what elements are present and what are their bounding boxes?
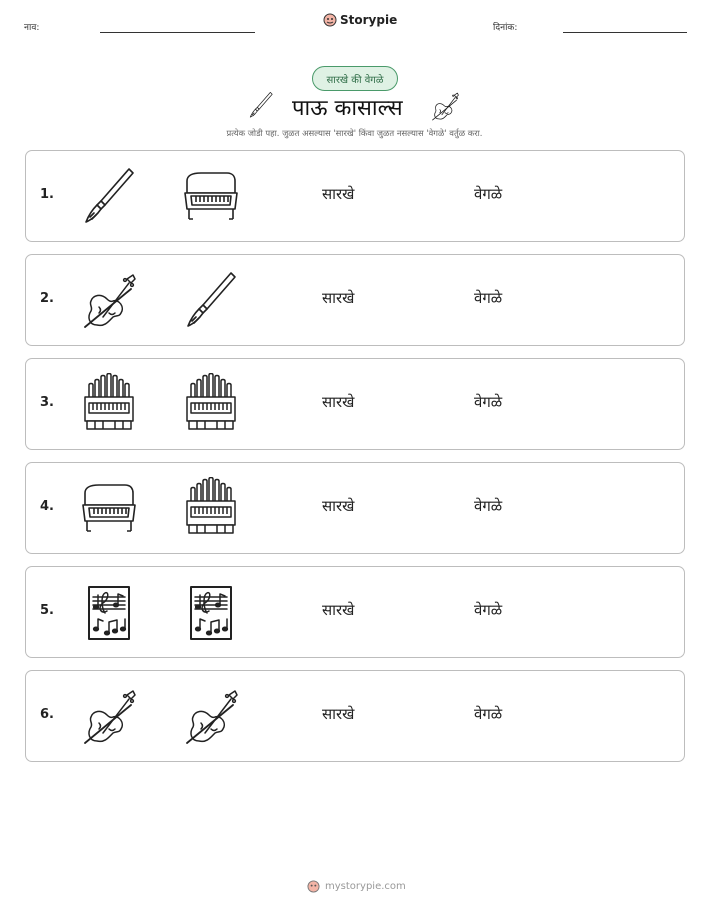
option-same[interactable]: सारखे [322,393,355,411]
sheet-music-icon [79,581,139,643]
question-number: 1. [40,187,54,202]
question-row [25,566,685,658]
footer-url[interactable]: mystorypie.com [325,881,406,892]
violin-icon [181,685,241,747]
violin-icon [79,685,139,747]
piano-icon [79,477,139,539]
page-title: पाऊ कासाल्स [292,96,403,121]
footer [307,880,406,893]
paintbrush-icon [247,90,275,120]
option-different[interactable]: वेगळे [474,185,503,203]
violin-icon [429,90,461,122]
date-label: दिनांक: [493,23,518,33]
option-different[interactable]: वेगळे [474,705,503,723]
piano-icon [181,165,241,227]
instructions: प्रत्येक जोडी पहा. जुळत असल्यास 'सारखे' किंवा जुळत नसल्यास 'वेगळे' वर्तुळ करा. [226,128,483,138]
option-different[interactable]: वेगळे [474,497,503,515]
question-row [25,150,685,242]
option-same[interactable]: सारखे [322,601,355,619]
pipe-organ-icon [181,477,241,539]
brand-logo [323,13,397,27]
question-number: 3. [40,395,54,410]
option-different[interactable]: वेगळे [474,601,503,619]
question-number: 2. [40,291,54,306]
storypie-logo-icon [323,13,337,27]
option-same[interactable]: सारखे [322,289,355,307]
name-field[interactable] [100,32,255,33]
sheet-music-icon [181,581,241,643]
question-number: 4. [40,499,54,514]
pipe-organ-icon [181,373,241,435]
storypie-logo-icon [307,880,320,893]
paintbrush-icon [79,165,139,227]
question-row [25,670,685,762]
option-same[interactable]: सारखे [322,497,355,515]
date-field[interactable] [563,32,687,33]
category-badge: सारखे की वेगळे [312,66,398,91]
question-row [25,358,685,450]
option-same[interactable]: सारखे [322,705,355,723]
pipe-organ-icon [79,373,139,435]
question-number: 6. [40,707,54,722]
name-label: नाव: [24,23,40,33]
question-row [25,462,685,554]
question-number: 5. [40,603,54,618]
option-different[interactable]: वेगळे [474,393,503,411]
paintbrush-icon [181,269,241,331]
violin-icon [79,269,139,331]
brand-name: Storypie [340,13,398,27]
question-row [25,254,685,346]
option-different[interactable]: वेगळे [474,289,503,307]
option-same[interactable]: सारखे [322,185,355,203]
